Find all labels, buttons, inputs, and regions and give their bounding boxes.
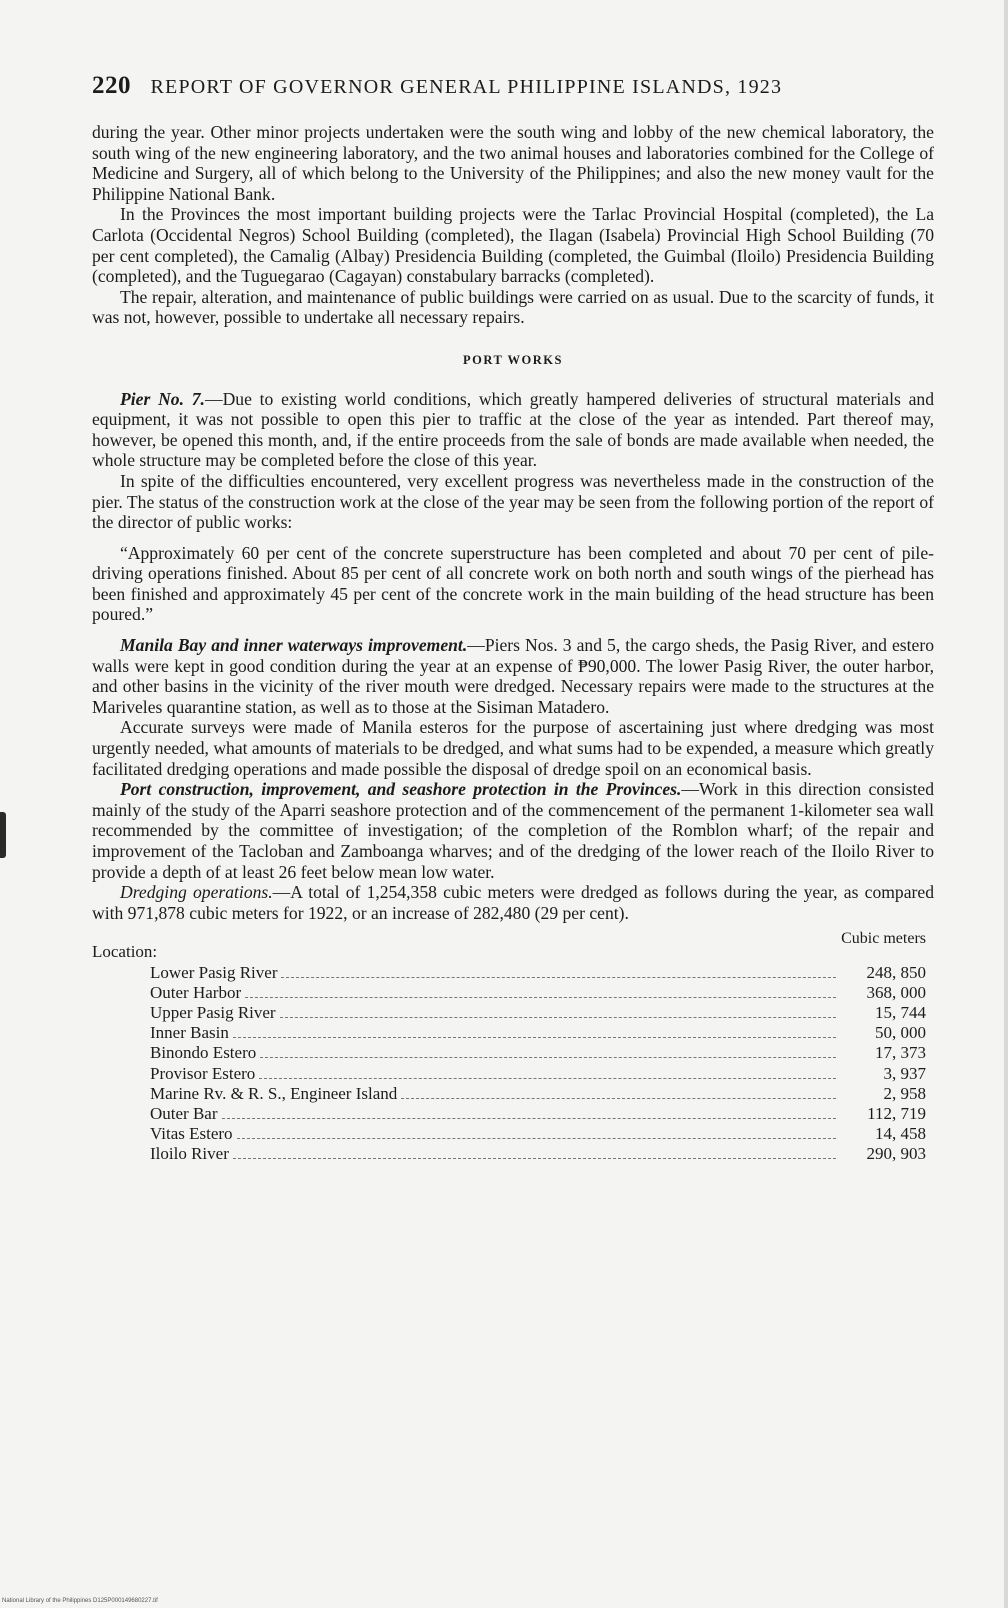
row-location: Marine Rv. & R. S., Engineer Island <box>150 1083 398 1103</box>
row-value: 2, 958 <box>883 1083 926 1103</box>
table-row <box>92 1144 934 1164</box>
dot-leader <box>245 997 836 998</box>
table-row <box>92 1104 934 1124</box>
row-value: 15, 744 <box>875 1002 926 1022</box>
row-value: 50, 000 <box>875 1023 926 1043</box>
paragraph-pier-7 <box>92 389 934 471</box>
paragraph-manila-bay <box>92 635 934 717</box>
paragraph-provinces: In the Provinces the most important building projects were the Tarlac Provincial Hospital (completed), the La Carlota (Occidental Negros) School Building (completed), the Ilagan (Isabela) Provincial High School Building (70 per cent completed), the Camalig (Albay) Presidencia Building (completed, the Guimbal (Iloilo) Presidencia Building (completed), and the Tuguegarao (Cagayan) constabulary barracks (completed). <box>92 204 934 287</box>
row-location: Lower Pasig River <box>150 962 278 982</box>
table-row <box>92 1064 934 1084</box>
paragraph-progress: In spite of the difficulties encountered, very excellent progress was nevertheless made in the construction of the pier. The status of the construction work at the close of the year may be seen from the following portion of the report of the director of public works: <box>92 470 934 533</box>
row-location: Outer Harbor <box>150 982 242 1002</box>
paragraph-port-construction <box>92 779 934 882</box>
dot-leader <box>233 1158 836 1159</box>
row-value: 14, 458 <box>875 1124 926 1144</box>
dredging-text: —A total of 1,254,358 cubic meters were dredged as follows during the year, as compared with 971,878 cubic meters for 1922, or an increase of 282,480 (29 per cent). <box>92 882 934 923</box>
row-value: 248, 850 <box>866 962 926 982</box>
dredging-lead: Dredging operations. <box>120 882 273 903</box>
paragraph-repair: The repair, alteration, and maintenance of public buildings were carried on as usual. Due to the scarcity of funds, it was not, however, possible to undertake all necessary repairs. <box>92 286 934 328</box>
pier-text: —Due to existing world conditions, which greatly hampered deliveries of structural materials and equipment, it was not possible to open this pier to traffic at the close of the year as intended. Part thereof may, however, be opened this month, and, if the entire proceeds from the sale of bonds are made available when needed, the whole structure may be completed before the close of this year. <box>92 388 934 471</box>
scan-right-edge <box>1004 0 1008 1608</box>
manila-bay-text: —Piers Nos. 3 and 5, the cargo sheds, the Pasig River, and estero walls were kept in good condition during the year at an expense of ₱90,000. The lower Pasig River, the outer harbor, and other basins in the vicinity of the river mouth were dredged. Necessary repairs were made to the structures at the Mariveles quarantine station, as well as to those at the Sisiman Matadero. <box>92 635 934 717</box>
port-construction-lead: Port construction, improvement, and seashore protection in the Provinces. <box>120 779 682 800</box>
table-row <box>92 1023 934 1043</box>
running-header <box>92 72 922 100</box>
row-value: 17, 373 <box>875 1043 926 1063</box>
dot-leader <box>281 977 836 978</box>
row-value: 3, 937 <box>883 1063 926 1083</box>
paragraph-dredging <box>92 882 934 923</box>
dot-leader <box>280 1017 836 1018</box>
paragraph-minor-projects: during the year. Other minor projects undertaken were the south wing and lobby of the new chemical laboratory, the south wing of the new engineering laboratory, and the two animal houses and laboratories combined for the College of Medicine and Surgery, all of which belong to the University of the Philippines; and also the new money vault for the Philippine National Bank. <box>92 122 934 204</box>
table-row <box>92 1124 934 1144</box>
dot-leader <box>233 1037 836 1038</box>
row-location: Iloilo River <box>150 1144 229 1164</box>
row-value: 290, 903 <box>866 1144 926 1164</box>
table-row <box>92 1003 934 1023</box>
pier-lead: Pier No. 7. <box>120 388 205 409</box>
row-value: 368, 000 <box>866 982 926 1002</box>
section-heading-port-works: PORT WORKS <box>463 352 563 367</box>
paragraph-surveys: Accurate surveys were made of Manila esteros for the purpose of ascertaining just where dredging was most urgently needed, what amounts of materials to be dredged, and what sums had to be expended, a measure which greatly facilitated dredging operations and made possible the disposal of dredge spoil on an economical basis. <box>92 717 934 779</box>
dot-leader <box>237 1138 836 1139</box>
scan-footer-note: National Library of the Philippines D125P000149680227.tif <box>2 1598 158 1604</box>
row-value: 112, 719 <box>867 1103 926 1123</box>
page-number: 220 <box>92 72 131 99</box>
table-row <box>92 963 934 983</box>
header-title: REPORT OF GOVERNOR GENERAL PHILIPPINE ISLANDS, 1923 <box>150 76 783 98</box>
port-construction-text: —Work in this direction consisted mainly of the study of the Aparri seashore protection and of the commencement of the permanent 1-kilometer sea wall recommended by the committee of investigation; of the completion of the Romblon wharf; of the repair and improvement of the Tacloban and Zamboanga wharves; and of the dredging of the lower reach of the Iloilo River to provide a depth of at least 26 feet below mean low water. <box>92 779 934 882</box>
table-row <box>92 1084 934 1104</box>
dot-leader <box>401 1098 836 1099</box>
row-location: Vitas Estero <box>150 1124 233 1144</box>
row-location: Outer Bar <box>150 1103 218 1123</box>
table-unit-header: Cubic meters <box>841 930 926 948</box>
dot-leader <box>259 1078 836 1079</box>
quote-director-report: “Approximately 60 per cent of the concrete superstructure has been completed and about 70 per cent of pile-driving operations finished. About 85 per cent of all concrete work on both north and south wings of the pierhead has been finished and approximately 45 per cent of the concrete work in the main building of the head structure has been poured.” <box>92 542 934 625</box>
row-location: Upper Pasig River <box>150 1002 276 1022</box>
table-row <box>92 983 934 1003</box>
table-row <box>92 1043 934 1063</box>
scan-edge-mark <box>0 812 6 858</box>
row-location: Binondo Estero <box>150 1043 257 1063</box>
table-location-label: Location: <box>92 941 158 961</box>
body-text <box>92 122 934 1164</box>
row-location: Provisor Estero <box>150 1063 256 1083</box>
manila-bay-lead: Manila Bay and inner waterways improvement. <box>120 635 468 656</box>
dot-leader <box>222 1118 836 1119</box>
row-location: Inner Basin <box>150 1023 229 1043</box>
dot-leader <box>260 1057 836 1058</box>
dredge-table <box>92 929 934 1164</box>
